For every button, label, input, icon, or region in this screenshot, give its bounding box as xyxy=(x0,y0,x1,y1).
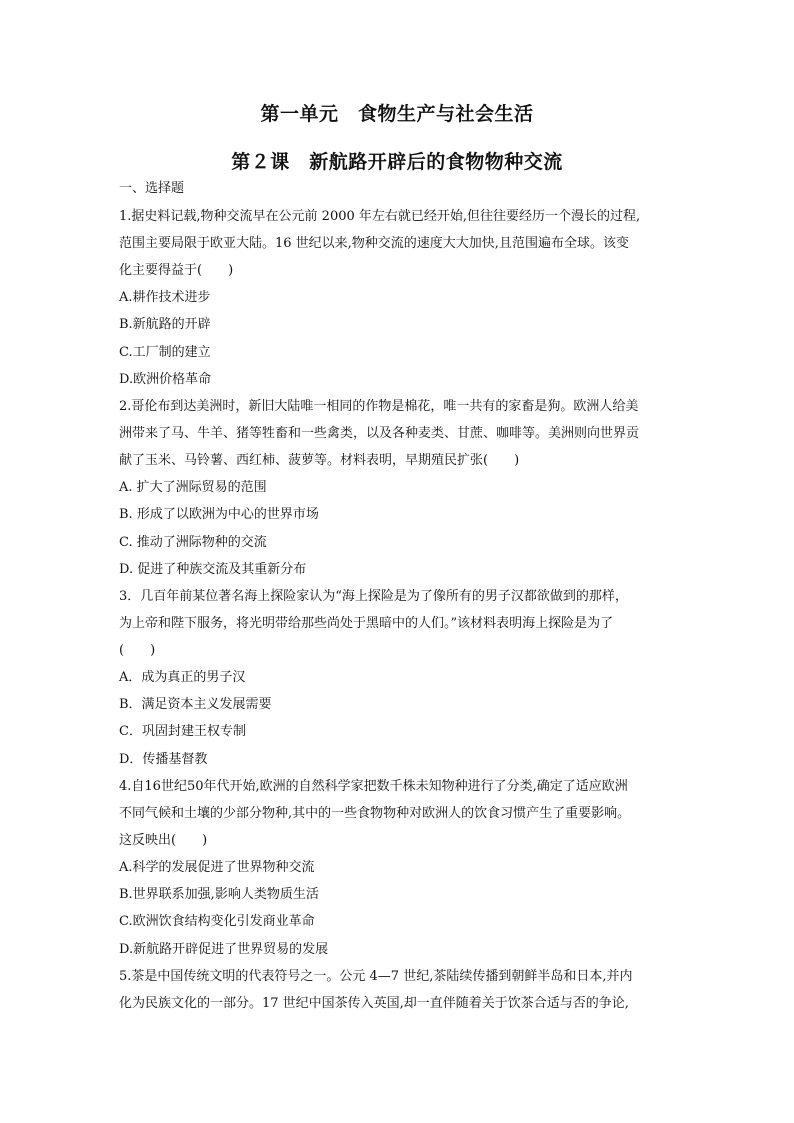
question-2-stem-line-2: 洲带来了马、牛羊、猪等牲畜和一些禽类，以及各种麦类、甘蔗、咖啡等。美洲则向世界贡 xyxy=(119,426,640,441)
question-3-stem-line-3: ( ) xyxy=(119,643,156,658)
question-1-stem-line-2: 范围主要局限于欧亚大陆。16 世纪以来,物种交流的速度大大加快,且范围遍布全球。该变 xyxy=(119,236,629,251)
question-2-option-b: B. 形成了以欧洲为中心的世界市场 xyxy=(119,507,319,522)
lesson-title: 第２课 新航路开辟后的食物物种交流 xyxy=(231,151,563,173)
question-1-option-c: C.工厂制的建立 xyxy=(119,345,211,360)
question-5-stem-line-1: 5.茶是中国传统文明的代表符号之一。公元 4—7 世纪,茶陆续传播到朝鲜半岛和日本,并内 xyxy=(119,969,633,984)
question-2-option-a: A. 扩大了洲际贸易的范围 xyxy=(119,480,267,495)
question-4-stem-line-2: 不同气候和土壤的少部分物种,其中的一些食物物种对欧洲人的饮食习惯产生了重要影响。 xyxy=(119,806,631,821)
question-3-stem-line-1: 3．几百年前某位著名海上探险家认为“海上探险是为了像所有的男子汉都欲做到的那样， xyxy=(119,589,628,604)
question-4-option-c: C.欧洲饮食结构变化引发商业革命 xyxy=(119,914,315,929)
question-3-option-c: C．巩固封建王权专制 xyxy=(119,724,246,739)
question-3-option-a: A．成为真正的男子汉 xyxy=(119,670,246,685)
unit-title: 第一单元 食物生产与社会生活 xyxy=(260,103,534,125)
question-1-stem-line-3: 化主要得益于( ) xyxy=(119,263,234,278)
question-2-stem-line-1: 2.哥伦布到达美洲时，新旧大陆唯一相同的作物是棉花，唯一共有的家畜是狗。欧洲人给美 xyxy=(119,399,639,414)
question-3-option-b: B．满足资本主义发展需要 xyxy=(119,697,272,712)
question-1-option-a: A.耕作技术进步 xyxy=(119,290,211,305)
question-4-option-a: A.科学的发展促进了世界物种交流 xyxy=(119,860,315,875)
question-2-stem-line-3: 献了玉米、马铃薯、西红柿、菠萝等。材料表明，早期殖民扩张( ) xyxy=(119,453,520,468)
section-heading: 一、选择题 xyxy=(119,181,185,196)
question-1-option-d: D.欧洲价格革命 xyxy=(119,372,212,387)
question-1-option-b: B.新航路的开辟 xyxy=(119,317,211,332)
question-2-option-d: D. 促进了种族交流及其重新分布 xyxy=(119,562,307,577)
question-5-stem-line-2: 化为民族文化的一部分。17 世纪中国茶传入英国,却一直伴随着关于饮茶合适与否的争论, xyxy=(119,996,629,1011)
question-3-option-d: D．传播基督教 xyxy=(119,752,208,767)
question-4-option-b: B.世界联系加强,影响人类物质生活 xyxy=(119,887,319,902)
question-3-stem-line-2: 为上帝和陛下服务，将光明带给那些尚处于黑暗中的人们。”该材料表明海上探险是为了 xyxy=(119,616,614,631)
question-1-stem-line-1: 1.据史料记载,物种交流早在公元前 2000 年左右就已经开始,但往往要经历一个漫长的过程, xyxy=(119,209,641,224)
question-4-option-d: D.新航路开辟促进了世界贸易的发展 xyxy=(119,942,329,957)
question-4-stem-line-3: 这反映出( ) xyxy=(119,833,208,848)
question-2-option-c: C. 推动了洲际物种的交流 xyxy=(119,535,267,550)
question-4-stem-line-1: 4.自16世纪50年代开始,欧洲的自然科学家把数千株未知物种进行了分类,确定了适应欧洲 xyxy=(119,779,628,794)
